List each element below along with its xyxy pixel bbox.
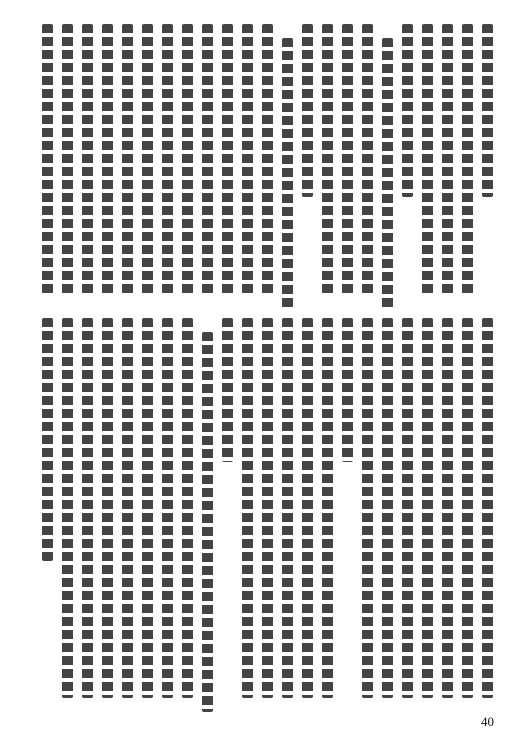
text-line (182, 318, 193, 698)
text-line (162, 24, 173, 294)
text-line (362, 318, 373, 698)
text-line (82, 24, 93, 294)
text-line (482, 24, 493, 197)
text-line (262, 318, 273, 698)
text-line (342, 24, 353, 294)
text-line (222, 24, 233, 294)
text-line (282, 38, 293, 308)
text-line (242, 24, 253, 294)
text-line (422, 318, 433, 698)
text-line (462, 24, 473, 294)
text-line (82, 318, 93, 698)
text-line (62, 24, 73, 294)
text-line (142, 24, 153, 294)
text-line (422, 24, 433, 294)
text-line (402, 318, 413, 698)
text-line (262, 24, 273, 294)
text-line (142, 318, 153, 698)
text-line (322, 24, 333, 294)
text-line (222, 318, 233, 462)
text-line (442, 24, 453, 294)
text-line (122, 24, 133, 294)
text-line (42, 318, 53, 561)
text-line (282, 318, 293, 698)
text-line (122, 318, 133, 698)
text-line (382, 318, 393, 698)
text-line (362, 24, 373, 294)
text-line (202, 332, 213, 712)
text-line (442, 318, 453, 698)
text-line (462, 318, 473, 698)
text-line (182, 24, 193, 294)
text-line (242, 318, 253, 698)
page-number: 40 (481, 714, 494, 729)
text-line (302, 318, 313, 698)
text-line (302, 24, 313, 197)
text-line (382, 38, 393, 308)
text-line (42, 24, 53, 294)
text-tier-bottom (30, 318, 490, 698)
text-tier-top (30, 24, 490, 294)
text-line (102, 24, 113, 294)
text-line (202, 24, 213, 294)
text-line (402, 24, 413, 197)
text-line (62, 318, 73, 698)
text-line (102, 318, 113, 698)
text-line (342, 318, 353, 462)
text-line (322, 318, 333, 698)
text-line (482, 318, 493, 698)
text-line (162, 318, 173, 698)
